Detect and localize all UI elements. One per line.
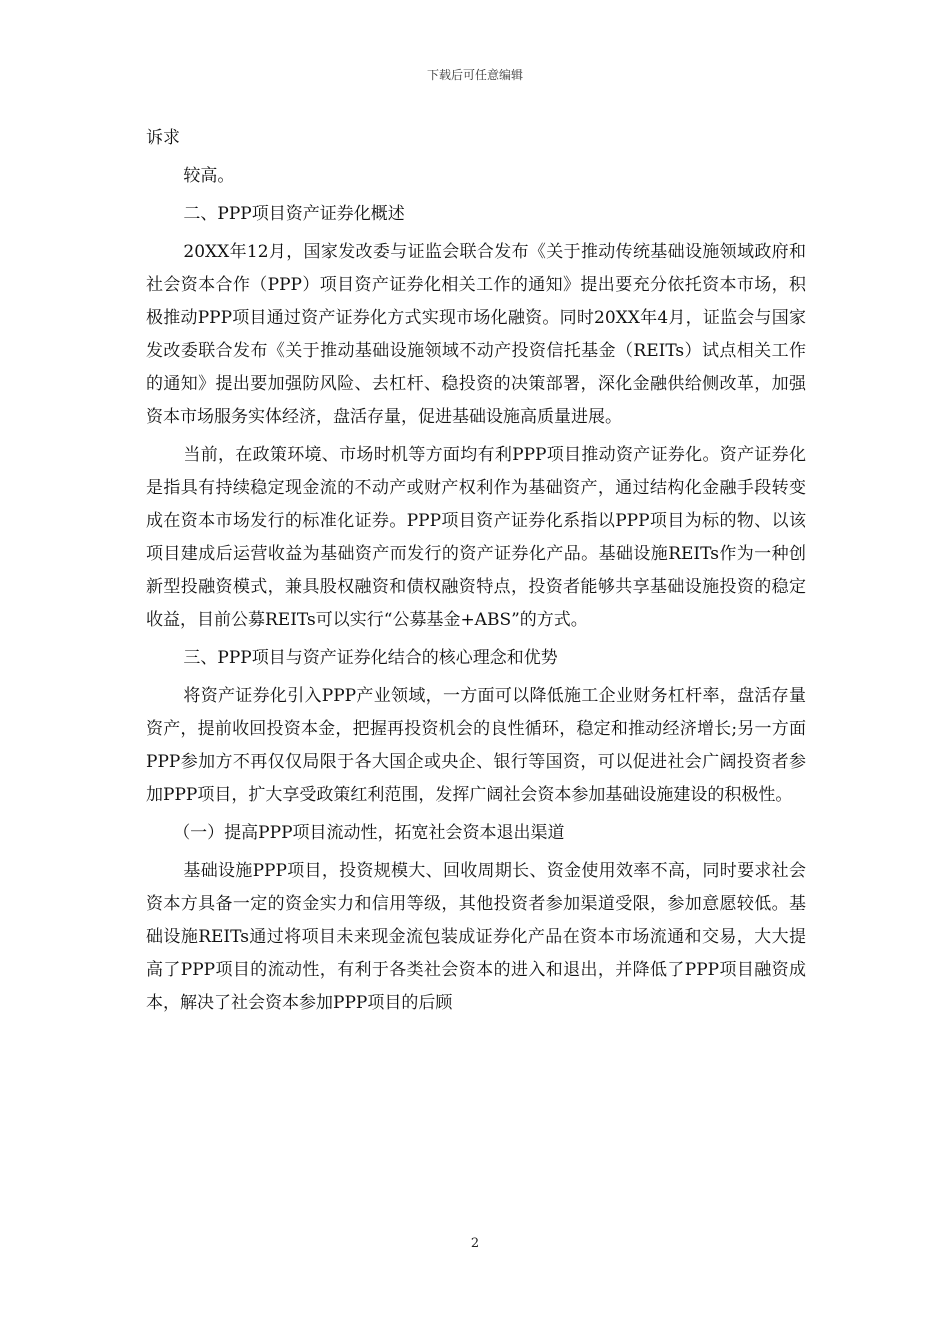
paragraph-fragment: 较高。 (183, 166, 235, 186)
paragraph: 20XX年12月，国家发改委与证监会联合发布《关于推动传统基础设施领域政府和社会资本合作（PPP）项目资产证券化相关工作的通知》提出要充分依托资本市场，积极推动PPP项目通过资产证券化方式实现市场化融资。同时20XX年4月，证监会与国家发改委联合发布《关于推动基础设施领域不动产投资信托基金（REITs）试点相关工作的通知》提出要加强防风险、去杠杆、稳投资的决策部署，深化金融供给侧改革，加强资本市场服务实体经济，盘活存量，促进基础设施高质量进展。 (146, 242, 806, 427)
page-header: 下载后可任意编辑 (426, 68, 523, 82)
paragraph: 基础设施PPP项目，投资规模大、回收周期长、资金使用效率不高，同时要求社会资本方具备一定的资金实力和信用等级，其他投资者参加渠道受限，参加意愿较低。基础设施REITs通过将项目未来现金流包装成证券化产品在资本市场流通和交易，大大提高了PPP项目的流动性，有利于各类社会资本的进入和退出，并降低了PPP项目融资成本，解决了社会资本参加PPP项目的后顾 (146, 861, 806, 1013)
paragraph: 当前，在政策环境、市场时机等方面均有利PPP项目推动资产证券化。资产证券化是指具有持续稳定现金流的不动产或财产权利作为基础资产，通过结构化金融手段转变成在资本市场发行的标准化证券。PPP项目资产证券化系指以PPP项目为标的物、以该项目建成后运营收益为基础资产而发行的资产证券化产品。基础设施REITs作为一种创新型投融资模式，兼具股权融资和债权融资特点，投资者能够共享基础设施投资的稳定收益，目前公募REITs可以实行“公募基金+ABS”的方式。 (146, 445, 806, 630)
subsection-heading: （一）提高PPP项目流动性，拓宽社会资本退出渠道 (173, 823, 565, 843)
page-number: 2 (470, 1236, 480, 1251)
paragraph: 将资产证券化引入PPP产业领域，一方面可以降低施工企业财务杠杆率，盘活存量资产，提前收回投资本金，把握再投资机会的良性循环，稳定和推动经济增长;另一方面PPP参加方不再仅仅局限于各大国企或央企、银行等国资，可以促进社会广阔投资者参加PPP项目，扩大享受政策红利范围，发挥广阔社会资本参加基础设施建设的积极性。 (146, 686, 806, 805)
section-heading: 二、PPP项目资产证券化概述 (183, 204, 405, 224)
document-body (146, 122, 806, 1020)
section-heading: 三、PPP项目与资产证券化结合的核心理念和优势 (183, 648, 558, 668)
paragraph-fragment: 诉求 (146, 128, 180, 148)
